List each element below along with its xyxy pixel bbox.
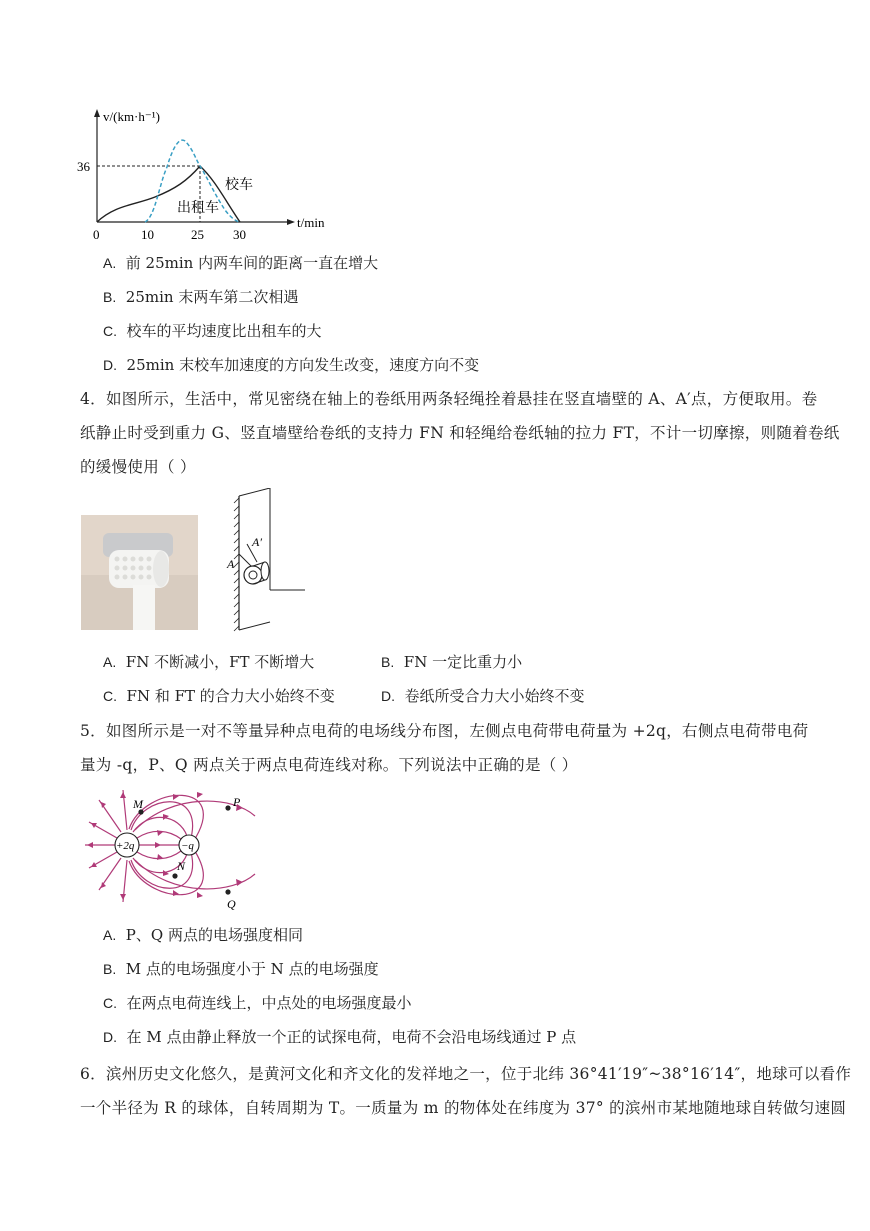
option-text: FN 不断减小，FT 不断增大: [125, 653, 315, 671]
option-key: D.: [381, 688, 395, 704]
option-key: C.: [103, 323, 117, 339]
label-p: P: [233, 795, 241, 809]
q5-option-b[interactable]: [103, 958, 379, 979]
option-text: 卷纸所受合力大小始终不变: [404, 687, 585, 705]
point-q: [225, 889, 230, 894]
option-text: 校车的平均速度比出租车的大: [126, 322, 322, 340]
x-tick-0: 0: [93, 227, 100, 242]
option-text: FN 一定比重力小: [403, 653, 523, 671]
q5-option-d[interactable]: [103, 1026, 576, 1047]
q3-option-d[interactable]: [103, 354, 479, 375]
q6-stem: [80, 1057, 852, 1125]
q4-stem-line-3: 的缓慢使用（ ）: [80, 458, 196, 476]
option-key: B.: [103, 289, 117, 305]
q5-option-c[interactable]: [103, 992, 412, 1013]
label-m: M: [133, 797, 143, 811]
option-text: 25min 末校车加速度的方向发生改变，速度方向不变: [126, 356, 480, 374]
q4-option-b[interactable]: [381, 651, 522, 672]
option-key: C.: [103, 688, 117, 704]
q4-option-c[interactable]: [103, 685, 335, 706]
y-axis-label: v/(km·h⁻¹): [103, 109, 160, 124]
x-tick-25: 25: [191, 227, 204, 242]
y-tick-36: 36: [77, 159, 90, 174]
option-key: B.: [103, 961, 117, 977]
x-axis-arrow: [287, 219, 295, 225]
option-key: A.: [103, 255, 117, 271]
q5-stem-line-1: 5．如图所示是一对不等量异种点电荷的电场线分布图，左侧点电荷带电荷量为 +2q，右侧点电荷带电荷: [80, 722, 809, 740]
x-axis-label: t/min: [297, 215, 325, 230]
option-key: C.: [103, 995, 117, 1011]
q3-option-b[interactable]: [103, 286, 298, 307]
q6-stem-line-2: 一个半径为 R 的球体，自转周期为 T。一质量为 m 的物体处在纬度为 37° 的滨州市某地随地球自转做匀速圆: [80, 1099, 847, 1117]
option-key: B.: [381, 654, 395, 670]
q4-option-a[interactable]: [103, 651, 314, 672]
option-key: A.: [103, 654, 117, 670]
toilet-paper-photo: [81, 515, 198, 630]
q3-option-c[interactable]: [103, 320, 322, 341]
q3-velocity-time-chart: [75, 105, 345, 245]
option-text: 在 M 点由静止释放一个正的试探电荷，电荷不会沿电场线通过 P 点: [126, 1028, 577, 1046]
q4-stem-line-1: 4．如图所示，生活中，常见密绕在轴上的卷纸用两条轻绳拴着悬挂在竖直墙壁的 A、A′点，方便取用。卷: [80, 390, 818, 408]
option-text: P、Q 两点的电场强度相同: [125, 926, 303, 944]
point-p: [225, 805, 230, 810]
point-n: [172, 873, 177, 878]
option-key: D.: [103, 357, 117, 373]
q5-stem: [80, 714, 809, 782]
label-q: Q: [227, 897, 236, 911]
option-text: 25min 末两车第二次相遇: [125, 288, 299, 306]
label-a: A: [227, 557, 235, 571]
option-text: M 点的电场强度小于 N 点的电场强度: [125, 960, 379, 978]
school-bus-label: 校车: [225, 178, 253, 193]
q3-option-a[interactable]: [103, 252, 378, 273]
option-text: 前 25min 内两车间的距离一直在增大: [125, 254, 379, 272]
x-tick-30: 30: [233, 227, 246, 242]
option-text: FN 和 FT 的合力大小始终不变: [126, 687, 335, 705]
q5-option-a[interactable]: [103, 924, 303, 945]
y-axis-arrow: [94, 109, 100, 117]
q5-stem-line-2: 量为 -q，P、Q 两点关于两点电荷连线对称。下列说法中正确的是（ ）: [80, 756, 578, 774]
q4-stem-line-2: 纸静止时受到重力 G、竖直墙壁给卷纸的支持力 FN 和轻绳给卷纸轴的拉力 FT，不计一切摩擦，则随着卷纸: [80, 424, 840, 442]
charge-plus-2q: +2q: [116, 840, 135, 852]
option-text: 在两点电荷连线上，中点处的电场强度最小: [126, 994, 412, 1012]
charge-minus-q: −q: [181, 840, 194, 852]
q6-stem-line-1: 6．滨州历史文化悠久，是黄河文化和齐文化的发祥地之一，位于北纬 36°41′19″~38°16′14″，地球可以看作: [80, 1065, 852, 1083]
label-a-prime: A′: [252, 535, 262, 549]
option-key: A.: [103, 927, 117, 943]
q4-option-d[interactable]: [381, 685, 585, 706]
q4-stem: [80, 382, 840, 484]
option-key: D.: [103, 1029, 117, 1045]
roll-wall-diagram: [225, 488, 310, 636]
taxi-label: 出租车: [177, 201, 219, 216]
x-tick-10: 10: [141, 227, 154, 242]
electric-field-diagram: [83, 786, 258, 911]
label-n: N: [177, 859, 186, 873]
